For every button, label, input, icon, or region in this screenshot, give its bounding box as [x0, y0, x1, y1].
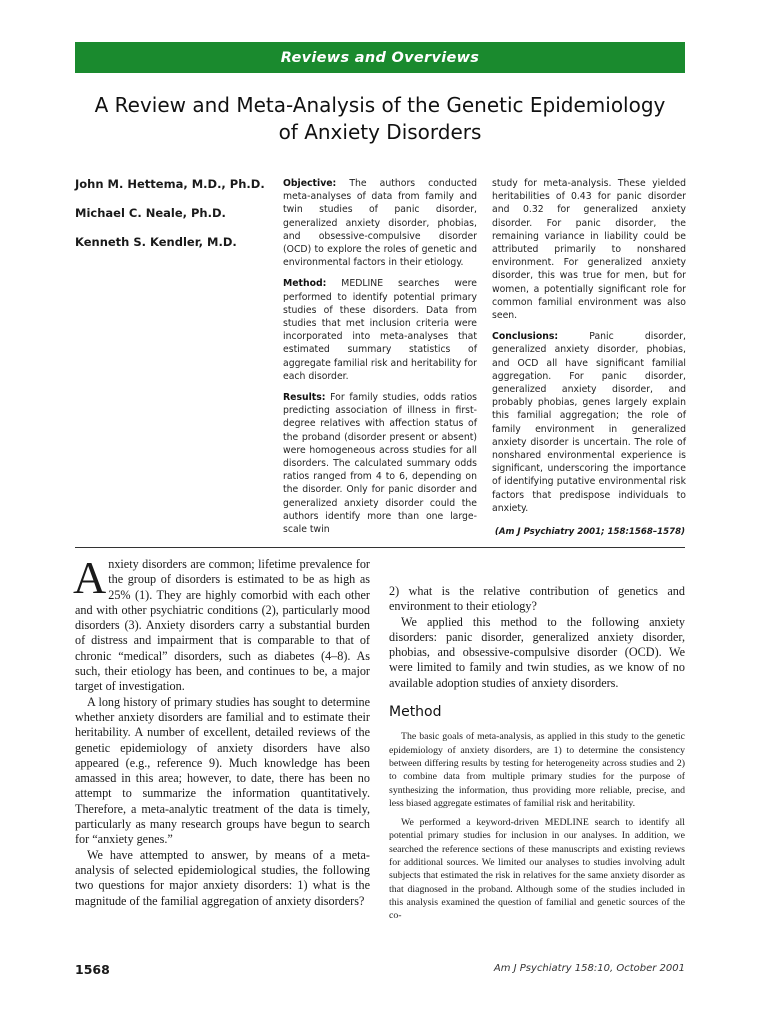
- body-paragraph: A long history of primary studies has sought to determine whether anxiety disorders are familial and to estimate their heritability. A number of excellent, detailed reviews of the genetic epidemiology of anxiety disorders have also appeared (e.g., reference 9). Much knowledge has been amassed in this area; however, to date, there has been no attempt to summarize the information quantitatively. Therefore, a meta-analytic treatment of the data is timely, particularly as many research groups have begun to search for “anxiety genes.”: [75, 694, 370, 847]
- abstract-conclusions: [492, 330, 686, 515]
- drop-cap: A: [73, 552, 107, 603]
- body-column-right: [389, 584, 685, 929]
- abstract-column-1: [283, 177, 477, 544]
- objective-label: Objective:: [283, 178, 337, 189]
- method-text: MEDLINE searches were performed to identify potential primary studies of these disorders. Data from studies that met inclusion criteria were incorporated into meta-analyses that estimated summary statistics of aggregate familial risk and heritability for each disorder.: [283, 278, 477, 382]
- article-title: [60, 92, 700, 146]
- section-banner-label: Reviews and Overviews: [280, 49, 480, 66]
- method-paragraph: The basic goals of meta-analysis, as applied in this study to the genetic epidemiology of anxiety disorders, are 1) to determine the consistency between differing results by testing for heterogeneity across studies and 2) to combine data from multiple primary studies for the purpose of synthesizing the information, thus providing more reliable, precise, and less biased aggregate estimates of familial risk and heritability.: [389, 731, 685, 809]
- intro-text: nxiety disorders are common; lifetime prevalence for the group of disorders is estimated to be as high as 25% (1). They are highly comorbid with each other and with other psychiatric conditions (2), particularly mood disorders (3). Anxiety disorders carry a substantial burden of distress and impairment that is comparable to that of chronic “medical” disorders, such as diabetes (4–8). As such, their etiology has been, and continues to be, a major target of investigation.: [75, 557, 370, 694]
- results-text: For family studies, odds ratios predicting association of illness in first-degree relatives with affection status of the proband (disorder present or absent) were homogeneous across studies for all disorders. The calculated summary odds ratios ranged from 4 to 6, depending on the disorder. Only for panic disorder and generalized anxiety disorder could the authors identify more than one large-scale twin: [283, 392, 477, 536]
- conclusions-label: Conclusions:: [492, 331, 559, 343]
- author-list: [75, 177, 275, 264]
- section-banner: [75, 42, 685, 73]
- method-section: [389, 730, 685, 922]
- abstract-column-2: [492, 177, 686, 523]
- journal-footer: Am J Psychiatry 158:10, October 2001: [493, 963, 685, 974]
- body-paragraph: We applied this method to the following anxiety disorders: panic disorder, generalized anxiety disorder, phobias, and obsessive-compulsive disorder (OCD). We were limited to family and twin studies, as we know of no available adoption studies of anxiety disorders.: [389, 614, 685, 690]
- intro-paragraph: [73, 552, 370, 695]
- body-column-left: [73, 552, 370, 909]
- results-label: Results:: [283, 392, 326, 404]
- abstract-method: [283, 277, 477, 383]
- conclusions-text: Panic disorder, generalized anxiety disorder, phobias, and OCD all have significant familial aggregation. For panic disorder, generalized anxiety disorder, and probably phobias, genes largely explain this familial aggregation; the role of family environment in generalized anxiety disorder is uncertain. The role of nonshared environmental experience is significant, underscoring the importance of identifying putative environmental risk factors that predispose individuals to anxiety.: [492, 331, 686, 514]
- method-label: Method:: [283, 278, 327, 290]
- author: Kenneth S. Kendler, M.D.: [75, 235, 237, 249]
- citation: (Am J Psychiatry 2001; 158:1568–1578): [494, 527, 685, 537]
- method-heading: Method: [389, 704, 442, 721]
- abstract-results-continued: study for meta-analysis. These yielded heritabilities of 0.43 for panic disorder and 0.32 for generalized anxiety disorder. For panic disorder, the remaining variance in liability could be attributed primarily to nonshared environment. For generalized anxiety disorder, this was true for men, but for women, a potentially significant role for common familial environment was also seen.: [492, 178, 686, 322]
- author: Michael C. Neale, Ph.D.: [75, 206, 226, 220]
- abstract-results: [283, 391, 477, 536]
- objective-text: The authors conducted meta-analyses of data from family and twin studies of panic disorder, generalized anxiety disorder, phobias, and obsessive-compulsive disorder (OCD) to explore the roles of genetic and environmental factors in their etiology.: [283, 178, 477, 269]
- title-line-1: A Review and Meta-Analysis of the Genetic Epidemiology: [94, 93, 666, 117]
- body-paragraph: 2) what is the relative contribution of genetics and environment to their etiology?: [389, 584, 685, 614]
- method-paragraph: We performed a keyword-driven MEDLINE search to identify all potential primary studies for inclusion in our analyses. In addition, we searched the reference sections of these manuscripts and existing reviews for additional sources. We limited our analyses to studies involving adult subjects that estimated the risk in relatives for the same anxiety disorder as that diagnosed in the proband. Although some of the studies included in this analysis examined the question of familial and genetic sources of the co-: [389, 817, 685, 922]
- body-paragraph: We have attempted to answer, by means of a meta-analysis of selected epidemiological studies, the following two questions for major anxiety disorders: 1) what is the magnitude of the familial aggregation of anxiety disorders?: [75, 847, 370, 908]
- divider: [75, 547, 685, 548]
- page-number: 1568: [75, 962, 110, 977]
- title-line-2: of Anxiety Disorders: [278, 120, 482, 144]
- author: John M. Hettema, M.D., Ph.D.: [75, 177, 265, 191]
- abstract-objective: [283, 177, 477, 269]
